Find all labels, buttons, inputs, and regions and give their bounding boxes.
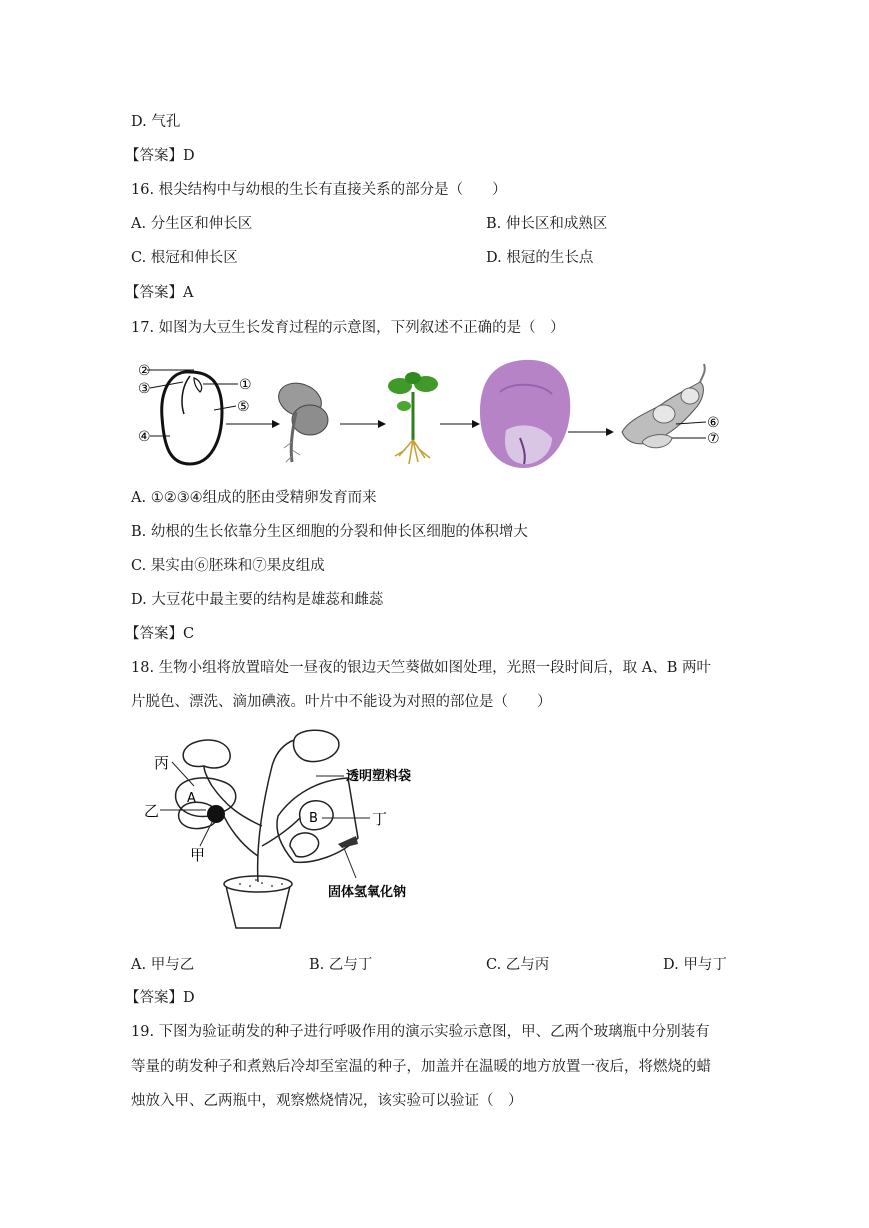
black-paper — [207, 805, 225, 823]
soil — [239, 879, 283, 887]
q18-option-c: C. 乙与丙 — [486, 957, 550, 973]
label-7: ⑦ — [707, 431, 720, 447]
label-6: ⑥ — [707, 415, 720, 431]
q18-answer: 【答案】D — [125, 990, 195, 1006]
label-4: ④ — [138, 429, 151, 445]
label-yi: 乙 — [144, 802, 160, 820]
label-jia: 甲 — [190, 846, 206, 864]
q17-answer: 【答案】C — [125, 626, 195, 642]
label-2: ② — [138, 363, 151, 379]
q19-stem-line3: 烛放入甲、乙两瓶中，观察燃烧情况，该实验可以验证（ ） — [131, 1093, 523, 1109]
germinating-seed — [274, 377, 328, 462]
label-3: ③ — [138, 381, 151, 397]
label-ding: 丁 — [372, 810, 388, 828]
stem-main — [258, 740, 294, 882]
q16-option-a: A. 分生区和伸长区 — [131, 216, 253, 232]
bean-pod — [622, 364, 705, 448]
arrow-4-head — [606, 428, 614, 436]
embryo-shape — [182, 376, 190, 414]
arrow-2-head — [378, 420, 386, 428]
q17-stem: 17. 如图为大豆生长发育过程的示意图，下列叙述不正确的是（ ） — [131, 320, 565, 336]
q17-option-a: A. ①②③④组成的胚由受精卵发育而来 — [131, 490, 377, 506]
q16-answer: 【答案】A — [125, 285, 194, 301]
leaf-top-right — [293, 730, 338, 761]
q16-option-d: D. 根冠的生长点 — [486, 250, 594, 266]
naoh-solid — [338, 836, 358, 848]
q17-figure — [0, 352, 869, 482]
q16-option-b: B. 伸长区和成熟区 — [486, 216, 608, 232]
label-b: B — [309, 811, 318, 826]
label-bag: 透明塑料袋 — [346, 769, 412, 784]
label-1: ① — [239, 377, 252, 393]
q17-option-d: D. 大豆花中最主要的结构是雄蕊和雌蕊 — [131, 592, 384, 608]
q17-option-c: C. 果实由⑥胚珠和⑦果皮组成 — [131, 558, 325, 574]
q18-figure — [0, 726, 869, 946]
q18-option-d: D. 甲与丁 — [663, 957, 727, 973]
leaf-A — [176, 778, 236, 817]
q17-option-b: B. 幼根的生长依靠分生区细胞的分裂和伸长区细胞的体积增大 — [131, 524, 528, 540]
q16-option-c: C. 根冠和伸长区 — [131, 250, 238, 266]
plumule-shape — [194, 378, 202, 392]
stem-lower-left — [222, 812, 258, 856]
q18-stem-line2: 片脱色、漂洗、滴加碘液。叶片中不能设为对照的部位是（ ） — [131, 694, 552, 710]
leader-jia — [200, 822, 212, 846]
q16-stem: 16. 根尖结构中与幼根的生长有直接关系的部分是（ ） — [131, 182, 507, 198]
label-a: A — [187, 791, 196, 806]
leaf-top-left — [183, 740, 230, 768]
label-naoh: 固体氢氧化钠 — [328, 885, 407, 900]
q18-stem-line1: 18. 生物小组将放置暗处一昼夜的银边天竺葵做如图处理，光照一段时间后，取 A、B 两叶 — [131, 660, 712, 676]
label-5: ⑤ — [237, 399, 250, 415]
flower — [480, 360, 570, 468]
q18-option-b: B. 乙与丁 — [309, 957, 373, 973]
seed-outline — [162, 372, 222, 464]
q18-option-a: A. 甲与乙 — [131, 957, 195, 973]
seedling — [388, 372, 438, 464]
q15-option-d: D. 气孔 — [131, 114, 181, 130]
q19-stem-line2: 等量的萌发种子和煮熟后冷却至室温的种子，加盖并在温暖的地方放置一夜后，将燃烧的蜡 — [131, 1059, 711, 1075]
label-bing: 丙 — [154, 754, 170, 772]
arrow-1-head — [272, 420, 280, 428]
leader-naoh — [344, 848, 356, 878]
leaf-in-bag-lower — [290, 833, 319, 857]
arrow-3-head — [472, 420, 480, 428]
leader-5 — [214, 406, 236, 410]
q19-stem-line1: 19. 下图为验证萌发的种子进行呼吸作用的演示实验示意图，甲、乙两个玻璃瓶中分别装有 — [131, 1024, 710, 1040]
q15-answer: 【答案】D — [125, 148, 195, 164]
